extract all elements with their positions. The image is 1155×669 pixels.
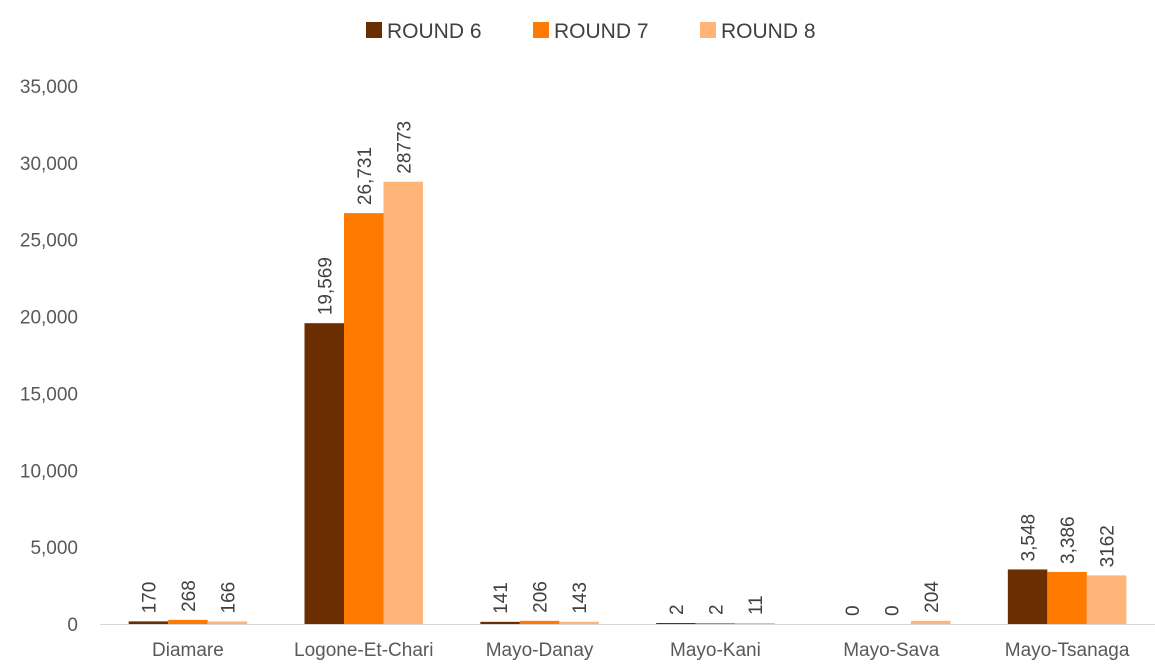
legend-item (533, 20, 649, 43)
data-label: 3,386 (1058, 516, 1080, 564)
data-label: 204 (921, 581, 943, 613)
y-tick-label: 30,000 (19, 153, 78, 175)
x-axis (100, 625, 1155, 662)
y-tick-label: 5,000 (30, 538, 78, 560)
bar (480, 622, 520, 624)
y-axis (20, 77, 78, 636)
data-label: 141 (491, 582, 513, 614)
bar (520, 621, 560, 624)
bar (1008, 569, 1047, 624)
y-tick-label: 0 (67, 615, 78, 636)
legend-label: ROUND 8 (721, 20, 816, 43)
data-label: 11 (745, 595, 767, 615)
y-tick-label: 15,000 (19, 384, 78, 406)
x-tick-label: Mayo-Tsanaga (1004, 640, 1130, 661)
data-label: 19,569 (315, 257, 337, 316)
bar (911, 621, 951, 624)
data-label: 143 (570, 582, 592, 614)
legend-swatch (700, 22, 716, 38)
legend-item (700, 20, 816, 43)
legend-item (366, 20, 482, 43)
bar (344, 213, 384, 624)
data-label: 166 (218, 581, 240, 614)
data-label: 2 (666, 604, 688, 615)
bar (129, 621, 169, 624)
legend (366, 20, 816, 43)
bar (696, 623, 736, 624)
data-label: 3,548 (1018, 513, 1040, 562)
bar (656, 623, 696, 624)
bar (735, 623, 775, 624)
data-label: 2 (706, 604, 728, 615)
bars (129, 182, 1127, 624)
data-label: 0 (842, 605, 864, 616)
y-tick-label: 10,000 (19, 461, 78, 483)
bar (384, 182, 424, 624)
bar (1087, 575, 1127, 624)
legend-label: ROUND 6 (387, 20, 482, 43)
bar (168, 620, 208, 624)
bar (208, 621, 248, 624)
x-tick-label: Mayo-Sava (843, 640, 940, 661)
x-tick-label: Mayo-Kani (670, 640, 761, 661)
x-tick-label: Diamare (152, 640, 224, 661)
x-tick-label: Mayo-Danay (485, 640, 594, 661)
bar (1047, 572, 1087, 624)
data-label: 0 (882, 605, 904, 616)
data-label: 268 (178, 580, 200, 612)
y-tick-label: 35,000 (19, 77, 78, 98)
data-label: 26,731 (354, 146, 376, 206)
bar (559, 622, 599, 624)
data-label: 170 (139, 581, 161, 614)
data-label: 28773 (394, 120, 416, 174)
data-label: 3162 (1097, 525, 1119, 568)
y-tick-label: 20,000 (19, 307, 78, 329)
data-labels (139, 121, 1118, 616)
legend-label: ROUND 7 (554, 20, 649, 43)
y-tick-label: 25,000 (19, 230, 78, 252)
legend-swatch (533, 22, 549, 38)
x-tick-label: Logone-Et-Chari (294, 640, 434, 661)
data-label: 206 (530, 581, 552, 613)
bar (305, 323, 345, 624)
legend-swatch (366, 22, 382, 38)
